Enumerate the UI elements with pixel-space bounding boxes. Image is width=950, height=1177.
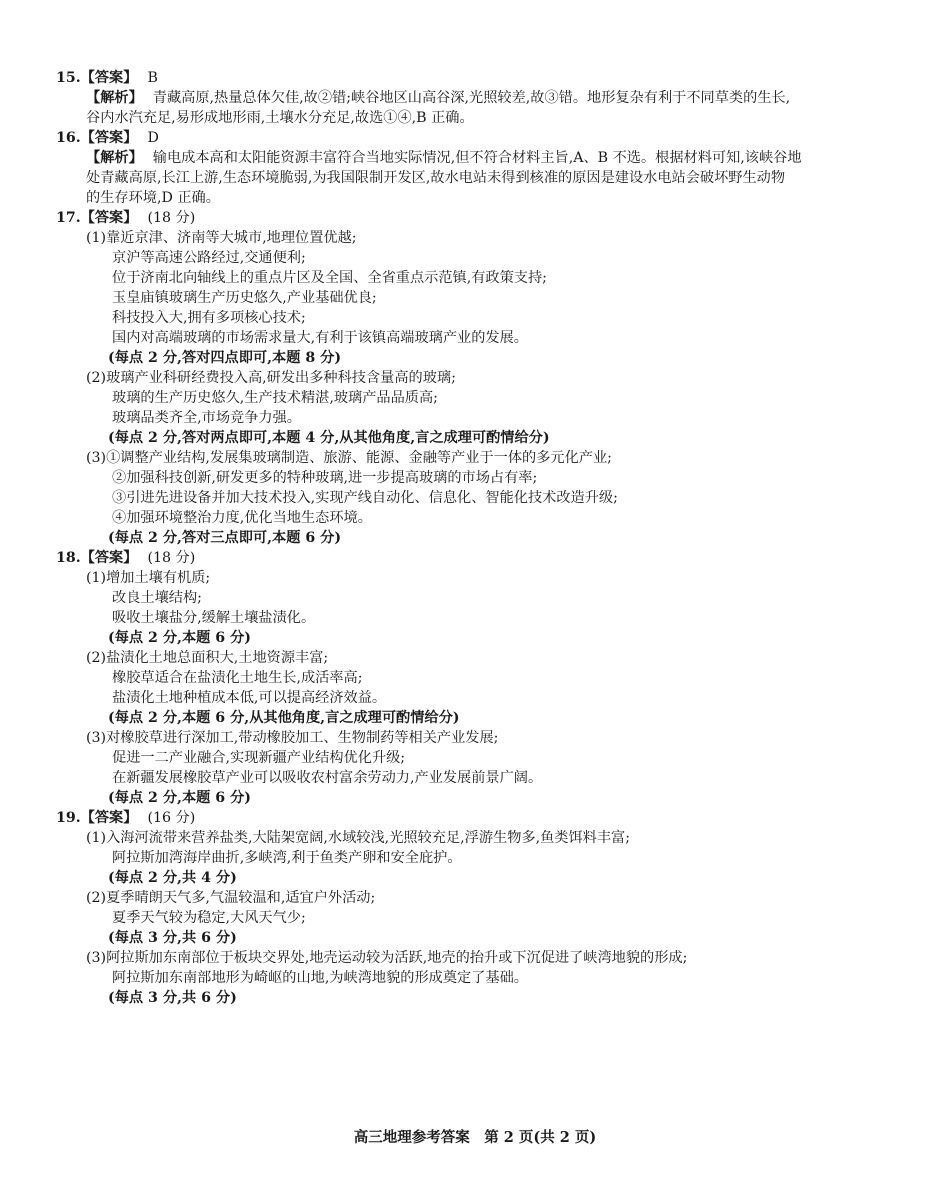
q18-p2-line-3: 盐渍化土地种植成本低,可以提高经济效益。 <box>112 690 387 706</box>
q16-analysis-tag: 【解析】 <box>86 150 143 166</box>
q17-p1-line-3: 位于济南北向轴线上的重点片区及全国、全省重点示范镇,有政策支持; <box>112 270 547 286</box>
q18-header <box>56 548 896 568</box>
q17-p1-line-6: 国内对高端玻璃的市场需求量大,有利于该镇高端玻璃产业的发展。 <box>112 330 528 346</box>
q15-header <box>56 68 896 88</box>
q18-p3-line-3: 在新疆发展橡胶草产业可以吸收农村富余劳动力,产业发展前景广阔。 <box>112 770 543 786</box>
q17-score: (18 分) <box>147 210 196 226</box>
q17-p2-line-3: 玻璃品类齐全,市场竞争力强。 <box>112 410 301 426</box>
q16-analysis-text-1: 输电成本高和太阳能资源丰富符合当地实际情况,但不符合材料主旨,A、B 不选。根据材料可知,该峡谷地 <box>152 150 802 166</box>
q19-p2-line-1: (2)夏季晴朗天气多,气温较温和,适宜户外活动; <box>86 890 376 906</box>
q15-analysis-line-2: 谷内水汽充足,易形成地形雨,土壤水分充足,故选①④,B 正确。 <box>86 110 474 126</box>
q19-score: (16 分) <box>147 810 196 826</box>
q16-answer-tag: 16.【答案】 <box>56 130 138 146</box>
q15-analysis-tag: 【解析】 <box>86 90 143 106</box>
q19-p3-line-2: 阿拉斯加东南部地形为崎岖的山地,为峡湾地貌的形成奠定了基础。 <box>112 970 528 986</box>
q19-answer-tag: 19.【答案】 <box>56 810 138 826</box>
q18-p1-line-2: 改良土壤结构; <box>112 590 202 606</box>
q19-p1-line-1: (1)入海河流带来营养盐类,大陆架宽阔,水域较浅,光照较充足,浮游生物多,鱼类饵料丰富; <box>86 830 630 846</box>
q15-analysis-text-1: 青藏高原,热量总体欠佳,故②错;峡谷地区山高谷深,光照较差,故③错。地形复杂有利于不同草类的生长, <box>152 90 791 106</box>
q15-answer-tag: 15.【答案】 <box>56 70 138 86</box>
q17-p1-line-1: (1)靠近京津、济南等大城市,地理位置优越; <box>86 230 357 246</box>
q18-score: (18 分) <box>147 550 196 566</box>
q19-p2-scoring-note: (每点 3 分,共 6 分) <box>108 930 237 946</box>
q17-p3-line-1: (3)①调整产业结构,发展集玻璃制造、旅游、能源、金融等产业于一体的多元化产业; <box>86 450 612 466</box>
q19-p1-line-2: 阿拉斯加湾海岸曲折,多峡湾,利于鱼类产卵和安全庇护。 <box>112 850 462 866</box>
q16-analysis-line-3: 的生存环境,D 正确。 <box>86 190 220 206</box>
q15-answer: B <box>147 70 158 86</box>
q17-p2-scoring-note: (每点 2 分,答对两点即可,本题 4 分,从其他角度,言之成理可酌情给分) <box>108 430 550 446</box>
q19-p2-line-2: 夏季天气较为稳定,大风天气少; <box>112 910 306 926</box>
q16-answer: D <box>147 130 159 146</box>
q17-p3-line-4: ④加强环境整治力度,优化当地生态环境。 <box>112 510 372 526</box>
answer-document <box>56 68 896 1008</box>
q17-answer-tag: 17.【答案】 <box>56 210 138 226</box>
q18-p3-line-1: (3)对橡胶草进行深加工,带动橡胶加工、生物制药等相关产业发展; <box>86 730 499 746</box>
q15-analysis-line-1 <box>56 88 896 108</box>
q18-p2-line-1: (2)盐渍化土地总面积大,土地资源丰富; <box>86 650 329 666</box>
q19-header <box>56 808 896 828</box>
q16-analysis-line-2: 处青藏高原,长江上游,生态环境脆弱,为我国限制开发区,故水电站未得到核准的原因是建设水电站会破坏野生动物 <box>86 170 786 186</box>
q16-analysis-line-1 <box>56 148 896 168</box>
q17-p1-line-2: 京沪等高速公路经过,交通便利; <box>112 250 306 266</box>
q18-p1-line-1: (1)增加土壤有机质; <box>86 570 211 586</box>
q17-p3-line-3: ③引进先进设备并加大技术投入,实现产线自动化、信息化、智能化技术改造升级; <box>112 490 618 506</box>
q17-p3-scoring-note: (每点 2 分,答对三点即可,本题 6 分) <box>108 530 342 546</box>
q17-p2-line-2: 玻璃的生产历史悠久,生产技术精湛,玻璃产品品质高; <box>112 390 438 406</box>
q17-p1-line-4: 玉皇庙镇玻璃生产历史悠久,产业基础优良; <box>112 290 377 306</box>
q18-p1-scoring-note: (每点 2 分,本题 6 分) <box>108 630 251 646</box>
page-footer: 高三地理参考答案 第 2 页(共 2 页) <box>353 1129 597 1146</box>
q18-p2-scoring-note: (每点 2 分,本题 6 分,从其他角度,言之成理可酌情给分) <box>108 710 460 726</box>
q17-p1-line-5: 科技投入大,拥有多项核心技术; <box>112 310 306 326</box>
q18-p3-line-2: 促进一二产业融合,实现新疆产业结构优化升级; <box>112 750 406 766</box>
q19-p3-line-1: (3)阿拉斯加东南部位于板块交界处,地壳运动较为活跃,地壳的抬升或下沉促进了峡湾地貌的形成; <box>86 950 688 966</box>
q19-p3-scoring-note: (每点 3 分,共 6 分) <box>108 990 237 1006</box>
q17-p1-scoring-note: (每点 2 分,答对四点即可,本题 8 分) <box>108 350 342 366</box>
q19-p1-scoring-note: (每点 2 分,共 4 分) <box>108 870 237 886</box>
q17-p3-line-2: ②加强科技创新,研发更多的特种玻璃,进一步提高玻璃的市场占有率; <box>112 470 538 486</box>
q16-header <box>56 128 896 148</box>
q17-header <box>56 208 896 228</box>
q18-answer-tag: 18.【答案】 <box>56 550 138 566</box>
q18-p1-line-3: 吸收土壤盐分,缓解土壤盐渍化。 <box>112 610 316 626</box>
q18-p3-scoring-note: (每点 2 分,本题 6 分) <box>108 790 251 806</box>
q17-p2-line-1: (2)玻璃产业科研经费投入高,研发出多种科技含量高的玻璃; <box>86 370 456 386</box>
q18-p2-line-2: 橡胶草适合在盐渍化土地生长,成活率高; <box>112 670 363 686</box>
